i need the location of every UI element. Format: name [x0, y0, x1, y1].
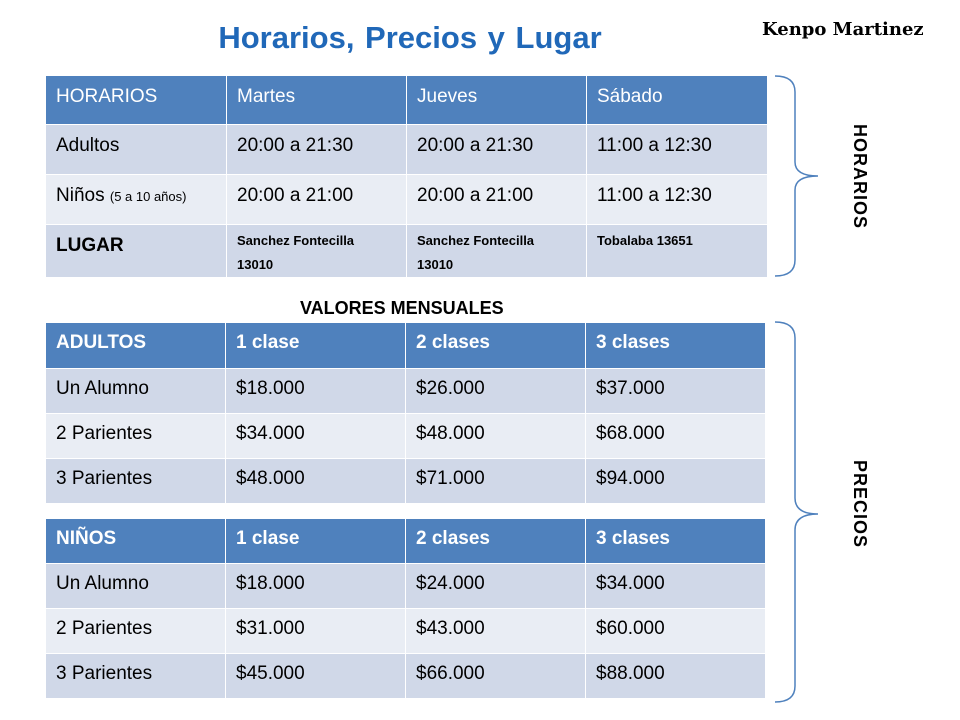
price-cell: $60.000: [586, 609, 766, 654]
table-cell: 20:00 a 21:00: [227, 175, 407, 225]
price-cell: $26.000: [406, 369, 586, 414]
header-cell: Jueves: [407, 76, 587, 125]
price-cell: $88.000: [586, 654, 766, 699]
location-cell: [227, 225, 407, 278]
table-row: [46, 125, 768, 175]
header-cell: 3 clases: [586, 519, 766, 564]
location-cell: [407, 225, 587, 278]
table-header-row: [46, 323, 766, 369]
location-cell: [587, 225, 768, 278]
adult-prices-table: [45, 322, 766, 504]
page-title: Horarios, Precios y Lugar: [218, 20, 602, 55]
children-prices-table: [45, 518, 766, 699]
price-cell: $45.000: [226, 654, 406, 699]
header-cell: Sábado: [587, 76, 768, 125]
schedule-table: [45, 75, 768, 278]
table-row: [46, 175, 768, 225]
precios-brace: [770, 318, 830, 708]
header-cell: HORARIOS: [46, 76, 227, 125]
table-header-row: [46, 76, 768, 125]
header-cell: ADULTOS: [46, 323, 226, 369]
horarios-side-label: HORARIOS: [850, 124, 870, 230]
header-cell: Martes: [227, 76, 407, 125]
row-label: Un Alumno: [46, 564, 226, 609]
table-cell: 11:00 a 12:30: [587, 125, 768, 175]
table-cell: 20:00 a 21:30: [227, 125, 407, 175]
precios-side-label: PRECIOS: [850, 460, 870, 549]
horarios-brace: [770, 72, 830, 282]
row-label: LUGAR: [46, 225, 227, 278]
price-cell: $48.000: [226, 459, 406, 504]
header-cell: 2 clases: [406, 323, 586, 369]
table-cell: 20:00 a 21:30: [407, 125, 587, 175]
brand-name: Kenpo Martinez: [762, 19, 924, 40]
price-cell: $48.000: [406, 414, 586, 459]
header-cell: NIÑOS: [46, 519, 226, 564]
table-row: [46, 564, 766, 609]
table-row: [46, 369, 766, 414]
price-cell: $43.000: [406, 609, 586, 654]
row-label: Niños: [56, 185, 105, 206]
price-cell: $37.000: [586, 369, 766, 414]
price-cell: $34.000: [226, 414, 406, 459]
price-cell: $18.000: [226, 564, 406, 609]
row-label: 3 Parientes: [46, 459, 226, 504]
header-cell: 1 clase: [226, 519, 406, 564]
age-note: (5 a 10 años): [109, 189, 187, 204]
section-title: VALORES MENSUALES: [300, 298, 504, 318]
price-cell: $31.000: [226, 609, 406, 654]
header-cell: 2 clases: [406, 519, 586, 564]
table-row: [46, 459, 766, 504]
row-label: 2 Parientes: [46, 414, 226, 459]
row-label: 2 Parientes: [46, 609, 226, 654]
table-header-row: [46, 519, 766, 564]
price-cell: $34.000: [586, 564, 766, 609]
table-row: [46, 225, 768, 278]
header-cell: 3 clases: [586, 323, 766, 369]
table-cell: 20:00 a 21:00: [407, 175, 587, 225]
price-cell: $18.000: [226, 369, 406, 414]
row-label: Un Alumno: [46, 369, 226, 414]
row-label: 3 Parientes: [46, 654, 226, 699]
row-label-cell: [46, 175, 227, 225]
table-row: [46, 654, 766, 699]
price-cell: $24.000: [406, 564, 586, 609]
location-street: Sanchez Fontecilla: [237, 233, 355, 248]
location-street: Tobalaba 13651: [597, 233, 693, 248]
location-number: 13010: [237, 257, 274, 272]
header-cell: 1 clase: [226, 323, 406, 369]
row-label: Adultos: [46, 125, 227, 175]
price-cell: $68.000: [586, 414, 766, 459]
price-cell: $71.000: [406, 459, 586, 504]
location-street: Sanchez Fontecilla: [417, 233, 535, 248]
table-row: [46, 414, 766, 459]
price-cell: $94.000: [586, 459, 766, 504]
table-row: [46, 609, 766, 654]
price-cell: $66.000: [406, 654, 586, 699]
table-cell: 11:00 a 12:30: [587, 175, 768, 225]
location-number: 13010: [417, 257, 454, 272]
